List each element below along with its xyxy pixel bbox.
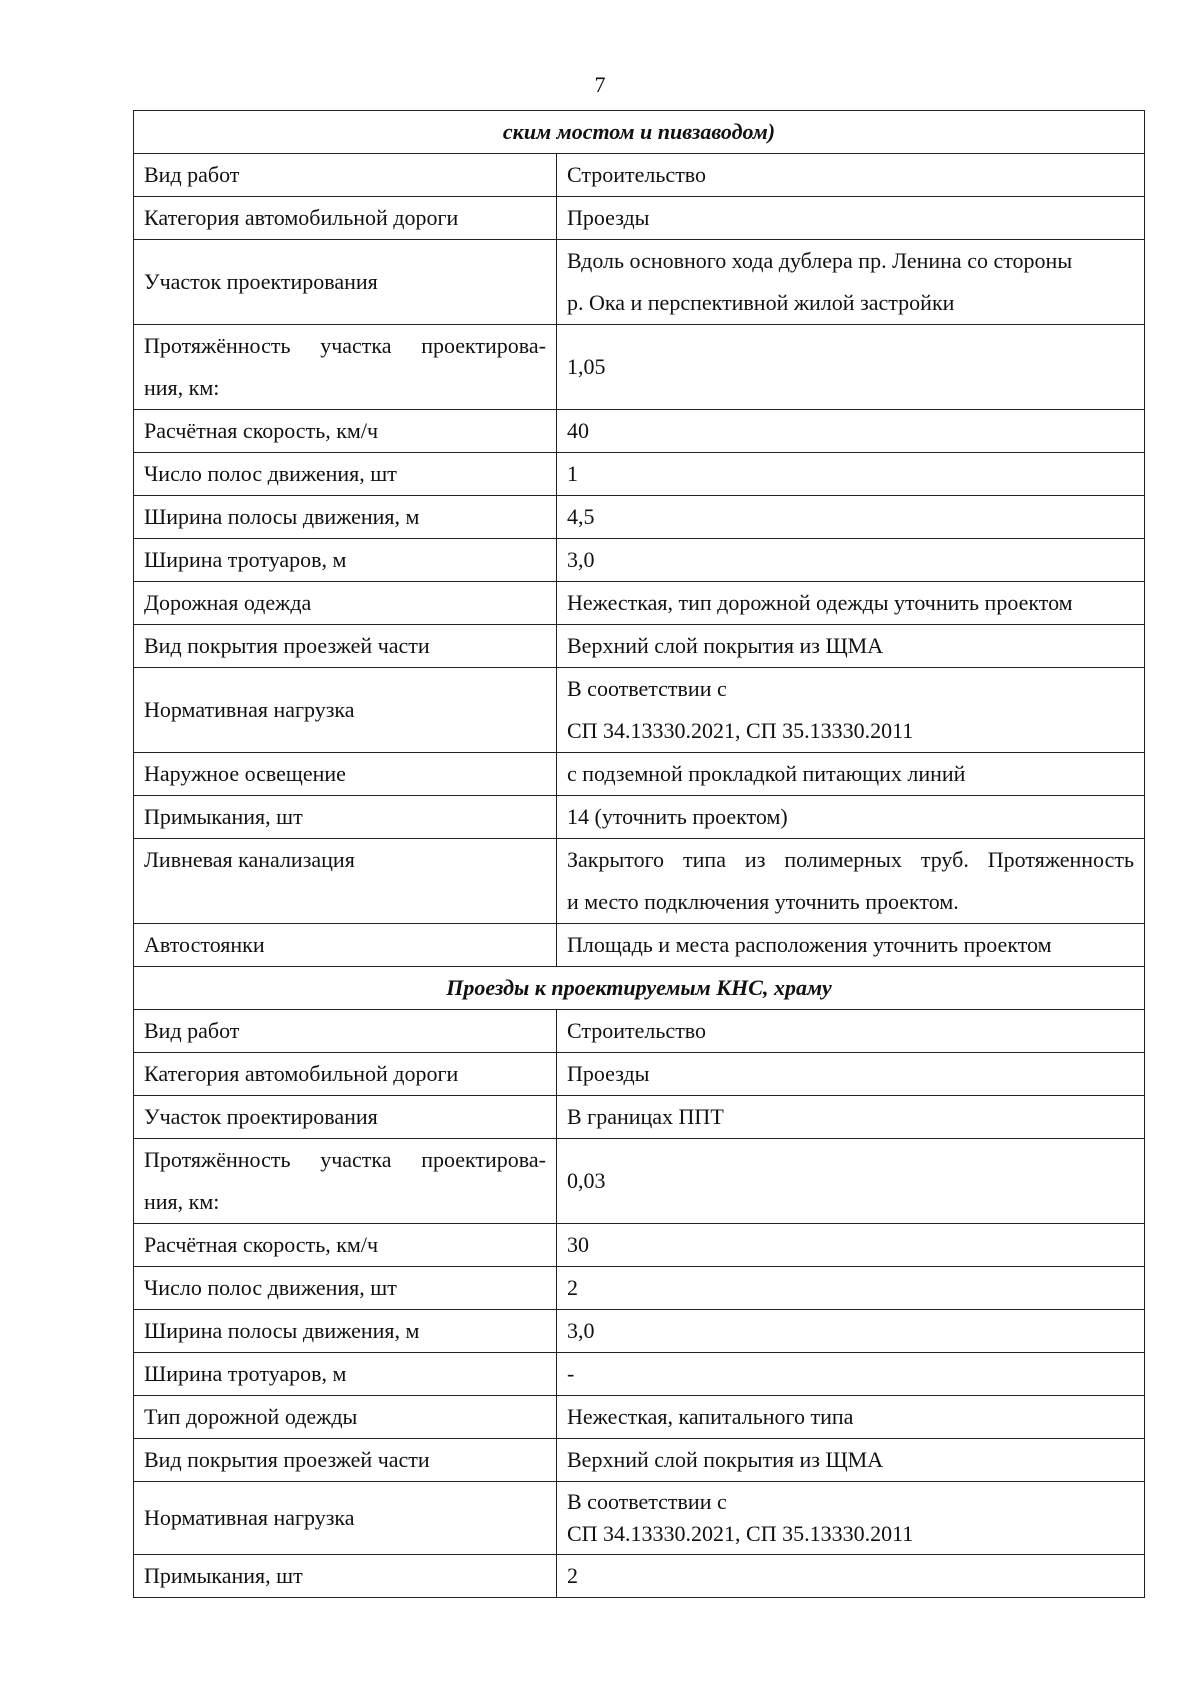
table-row: [134, 1396, 1145, 1439]
row-value-line: Закрытого типа из полимерных труб. Протяженность: [567, 847, 1135, 872]
table-row: [134, 1353, 1145, 1396]
table-row: [134, 839, 1145, 924]
section-header-row: [134, 967, 1145, 1010]
row-value: 14 (уточнить проектом): [557, 796, 1145, 839]
row-label: Ливневая канализация: [134, 839, 557, 924]
row-value: с подземной прокладкой питающих линий: [557, 753, 1145, 796]
table-row: [134, 924, 1145, 967]
table-row: [134, 753, 1145, 796]
row-value-line: В соответствии с: [567, 1489, 727, 1514]
row-label: Ширина полосы движения, м: [134, 1310, 557, 1353]
row-value: -: [557, 1353, 1145, 1396]
row-value: 2: [557, 1555, 1145, 1598]
row-value: 30: [557, 1224, 1145, 1267]
table-row: [134, 539, 1145, 582]
section-header-row: [134, 111, 1145, 154]
row-label: Участок проектирования: [134, 1096, 557, 1139]
row-value: 3,0: [557, 539, 1145, 582]
row-label: Дорожная одежда: [134, 582, 557, 625]
table-row: [134, 668, 1145, 753]
row-value: 1,05: [557, 325, 1145, 410]
table-row: [134, 582, 1145, 625]
page-number: 7: [594, 72, 606, 97]
row-label: [134, 325, 557, 410]
table-row: [134, 1096, 1145, 1139]
row-value-line: СП 34.13330.2021, СП 35.13330.2011: [567, 1521, 914, 1546]
row-label: Ширина полосы движения, м: [134, 496, 557, 539]
row-value-line: СП 34.13330.2021, СП 35.13330.2011: [567, 718, 914, 743]
section-title: Проезды к проектируемым КНС, храму: [134, 967, 1145, 1010]
row-label: Наружное освещение: [134, 753, 557, 796]
row-label: Примыкания, шт: [134, 796, 557, 839]
row-label-line: Протяжённость участка проектирова-: [144, 333, 546, 358]
row-value: [557, 668, 1145, 753]
row-value-line: В соответствии с: [567, 676, 727, 701]
row-label: Вид покрытия проезжей части: [134, 1439, 557, 1482]
row-value: Нежесткая, тип дорожной одежды уточнить проектом: [557, 582, 1145, 625]
table-row: [134, 197, 1145, 240]
row-value: 3,0: [557, 1310, 1145, 1353]
row-value: Строительство: [557, 1010, 1145, 1053]
table-row: [134, 1439, 1145, 1482]
row-label-line: Протяжённость участка проектирова-: [144, 1147, 546, 1172]
table-row: [134, 1555, 1145, 1598]
row-label: Автостоянки: [134, 924, 557, 967]
row-value: 1: [557, 453, 1145, 496]
table-row: [134, 1010, 1145, 1053]
row-value: Строительство: [557, 154, 1145, 197]
table-row: [134, 154, 1145, 197]
table-row: [134, 1310, 1145, 1353]
row-label: Вид работ: [134, 154, 557, 197]
row-label: Нормативная нагрузка: [134, 1482, 557, 1555]
row-label: [134, 1139, 557, 1224]
specification-table: [133, 110, 1145, 1598]
table-row: [134, 1482, 1145, 1555]
row-value: 0,03: [557, 1139, 1145, 1224]
row-value: Проезды: [557, 1053, 1145, 1096]
table-row: [134, 240, 1145, 325]
row-label: Категория автомобильной дороги: [134, 1053, 557, 1096]
row-label: Участок проектирования: [134, 240, 557, 325]
row-label: Вид покрытия проезжей части: [134, 625, 557, 668]
row-value-line: р. Ока и перспективной жилой застройки: [567, 290, 955, 315]
row-label: Категория автомобильной дороги: [134, 197, 557, 240]
row-value: [557, 240, 1145, 325]
row-value-line: Вдоль основного хода дублера пр. Ленина со стороны: [567, 248, 1073, 273]
row-label: Число полос движения, шт: [134, 453, 557, 496]
row-value: В границах ППТ: [557, 1096, 1145, 1139]
row-label: Ширина тротуаров, м: [134, 1353, 557, 1396]
table-row: [134, 453, 1145, 496]
table-row: [134, 496, 1145, 539]
row-label-line: ния, км:: [144, 375, 220, 400]
row-label: Расчётная скорость, км/ч: [134, 410, 557, 453]
table-row: [134, 796, 1145, 839]
table-row: [134, 625, 1145, 668]
row-label: Расчётная скорость, км/ч: [134, 1224, 557, 1267]
row-value: 40: [557, 410, 1145, 453]
row-label: Примыкания, шт: [134, 1555, 557, 1598]
row-label: Ширина тротуаров, м: [134, 539, 557, 582]
table-row: [134, 1053, 1145, 1096]
row-value: Нежесткая, капитального типа: [557, 1396, 1145, 1439]
section-title: ским мостом и пивзаводом): [134, 111, 1145, 154]
table-row: [134, 1267, 1145, 1310]
row-label: Вид работ: [134, 1010, 557, 1053]
table-row: [134, 1224, 1145, 1267]
row-value: Верхний слой покрытия из ЩМА: [557, 1439, 1145, 1482]
row-label: Тип дорожной одежды: [134, 1396, 557, 1439]
table-row: [134, 325, 1145, 410]
row-value: 4,5: [557, 496, 1145, 539]
row-value: [557, 839, 1145, 924]
row-value: 2: [557, 1267, 1145, 1310]
row-label: Число полос движения, шт: [134, 1267, 557, 1310]
row-value: [557, 1482, 1145, 1555]
row-value: Площадь и места расположения уточнить проектом: [557, 924, 1145, 967]
row-value: Проезды: [557, 197, 1145, 240]
row-value-line: и место подключения уточнить проектом.: [567, 889, 959, 914]
row-label: Нормативная нагрузка: [134, 668, 557, 753]
row-label-line: ния, км:: [144, 1189, 220, 1214]
row-value: Верхний слой покрытия из ЩМА: [557, 625, 1145, 668]
table-row: [134, 1139, 1145, 1224]
table-row: [134, 410, 1145, 453]
